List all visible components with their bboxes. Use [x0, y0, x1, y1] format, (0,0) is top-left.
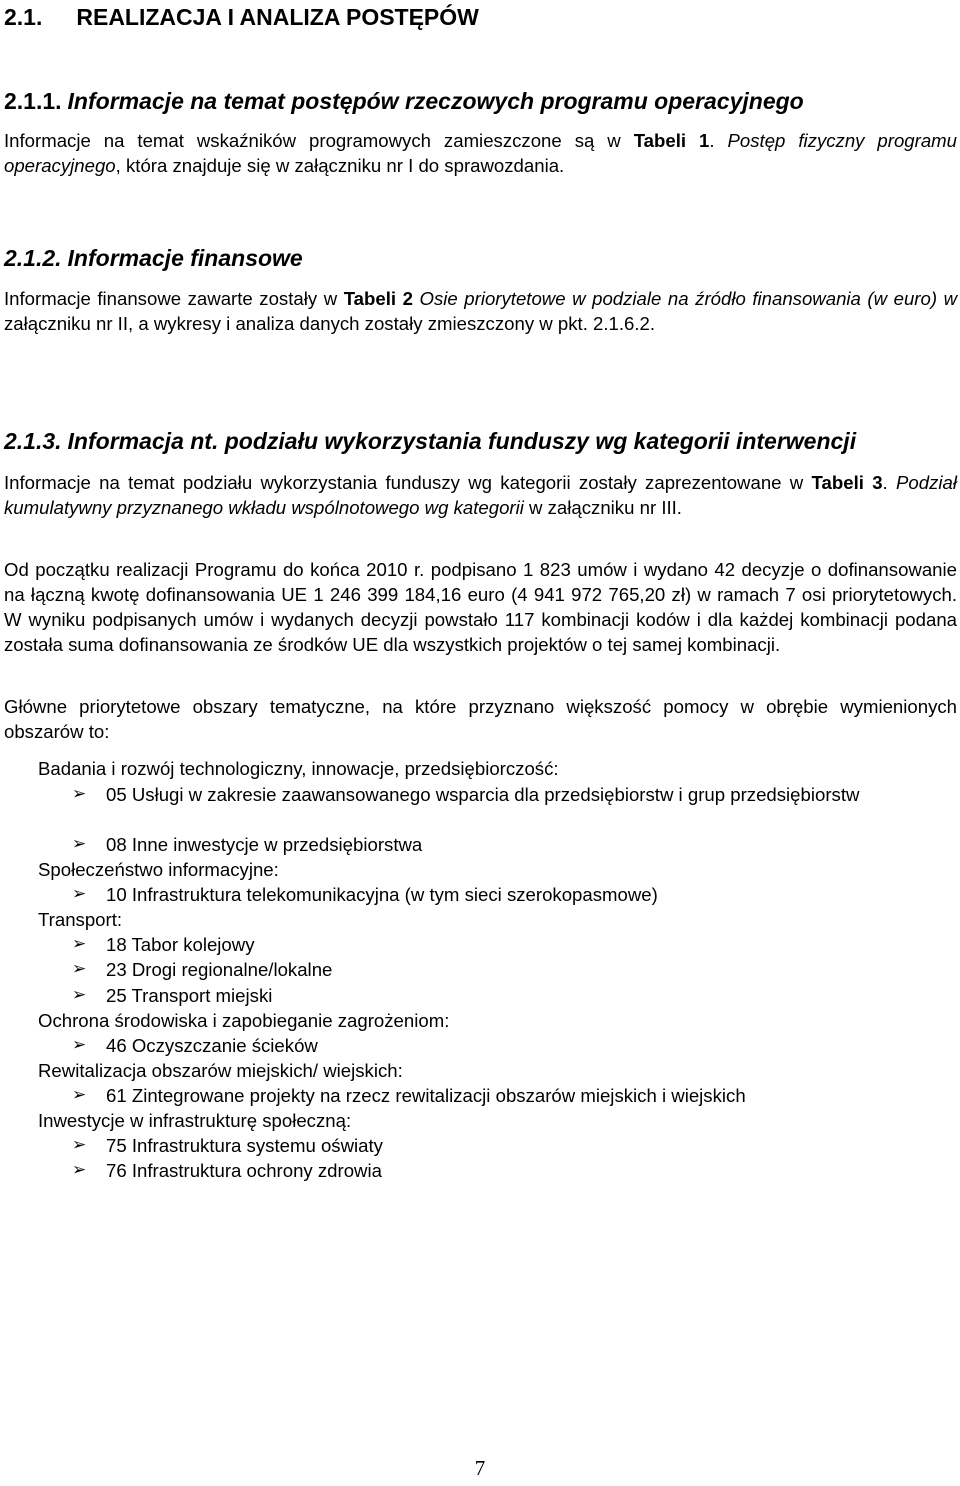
subsection-number: 2.1.2.: [4, 245, 62, 271]
section-number: 2.1.: [4, 4, 43, 30]
arrow-bullet-icon: ➢: [72, 985, 87, 1005]
subsection-heading-3: [4, 428, 856, 455]
table-reference: Tabeli 3: [811, 472, 883, 493]
paragraph-progress: Informacje na temat wskaźników programowych zamieszczone są w Tabeli 1. Postęp fizyczny programu operacyjnego, która znajduje się w załączniku nr I do sprawozdania.: [4, 130, 958, 176]
paragraph-financial: Informacje finansowe zawarte zostały w Tabeli 2 Osie priorytetowe w podziale na źródło finansowania (w euro) w załączniku nr II, a wykresy i analiza danych zostały zmieszczony w pkt. 2.1.6.2.: [4, 288, 957, 334]
category-label: Rewitalizacja obszarów miejskich/ wiejskich:: [38, 1060, 403, 1081]
section-title: REALIZACJA I ANALIZA POSTĘPÓW: [76, 4, 479, 30]
arrow-bullet-icon: ➢: [72, 784, 87, 804]
list-item: ➢ 76 Infrastruktura ochrony zdrowia: [72, 1160, 382, 1181]
arrow-bullet-icon: ➢: [72, 1135, 87, 1155]
arrow-bullet-icon: ➢: [72, 1160, 87, 1180]
list-item: ➢ 10 Infrastruktura telekomunikacyjna (w tym sieci szerokopasmowe): [72, 884, 658, 905]
arrow-bullet-icon: ➢: [72, 959, 87, 979]
category-label: Transport:: [38, 909, 123, 930]
list-item: ➢ 18 Tabor kolejowy: [72, 934, 255, 955]
category-label: Społeczeństwo informacyjne:: [38, 859, 279, 880]
list-item: ➢ 25 Transport miejski: [72, 985, 273, 1006]
paragraph-categories: Informacje na temat podziału wykorzystania funduszy wg kategorii zostały zaprezentowane w Tabeli 3. Podział kumulatywny przyznanego wkładu wspólnotowego wg kategorii w załączniku nr III.: [4, 472, 957, 518]
list-item: ➢ 08 Inne inwestycje w przedsiębiorstwa: [72, 834, 423, 855]
table-reference: Tabeli 2: [343, 288, 413, 309]
table-reference: Tabeli 1: [633, 130, 710, 151]
arrow-bullet-icon: ➢: [72, 834, 87, 854]
subsection-title: Informacja nt. podziału wykorzystania funduszy wg kategorii interwencji: [67, 428, 857, 454]
list-item: ➢ 05 Usługi w zakresie zaawansowanego wsparcia dla przedsiębiorstw i grup przedsiębiorstw: [72, 784, 860, 805]
section-heading: [4, 4, 479, 31]
subsection-title: Informacje finansowe: [67, 245, 303, 271]
category-label: Badania i rozwój technologiczny, innowacje, przedsiębiorczość:: [38, 758, 559, 779]
list-item: ➢ 23 Drogi regionalne/lokalne: [72, 959, 333, 980]
subsection-number: 2.1.3.: [4, 428, 62, 454]
arrow-bullet-icon: ➢: [72, 1035, 87, 1055]
category-label: Ochrona środowiska i zapobieganie zagrożeniom:: [38, 1010, 450, 1031]
subsection-number: 2.1.1.: [4, 88, 62, 114]
category-label: Inwestycje w infrastrukturę społeczną:: [38, 1110, 352, 1131]
list-item: ➢ 46 Oczyszczanie ścieków: [72, 1035, 318, 1056]
paragraph-priority-areas: Główne priorytetowe obszary tematyczne, na które przyznano większość pomocy w obrębie wymienionych obszarów to:: [4, 696, 957, 742]
paragraph-contracts: Od początku realizacji Programu do końca 2010 r. podpisano 1 823 umów i wydano 42 decyzje o dofinansowanie na łączną kwotę dofinansowania UE 1 246 399 184,16 euro (4 941 972 765,20 zł) w ramach 7 osi priorytetowych. W wyniku podpisanych umów i wydanych decyzji powstało 117 kombinacji kodów i dla każdej kombinacji podana została suma dofinansowania ze środków UE dla wszystkich projektów o tej samej kombinacji.: [4, 559, 957, 655]
subsection-title: Informacje na temat postępów rzeczowych programu operacyjnego: [67, 88, 804, 114]
list-item: ➢ 75 Infrastruktura systemu oświaty: [72, 1135, 383, 1156]
page-number: 7: [474, 1456, 486, 1480]
arrow-bullet-icon: ➢: [72, 934, 87, 954]
subsection-heading-2: [4, 245, 303, 272]
list-item: ➢ 61 Zintegrowane projekty na rzecz rewitalizacji obszarów miejskich i wiejskich: [72, 1085, 746, 1106]
arrow-bullet-icon: ➢: [72, 884, 87, 904]
arrow-bullet-icon: ➢: [72, 1085, 87, 1105]
subsection-heading-1: [4, 88, 804, 115]
